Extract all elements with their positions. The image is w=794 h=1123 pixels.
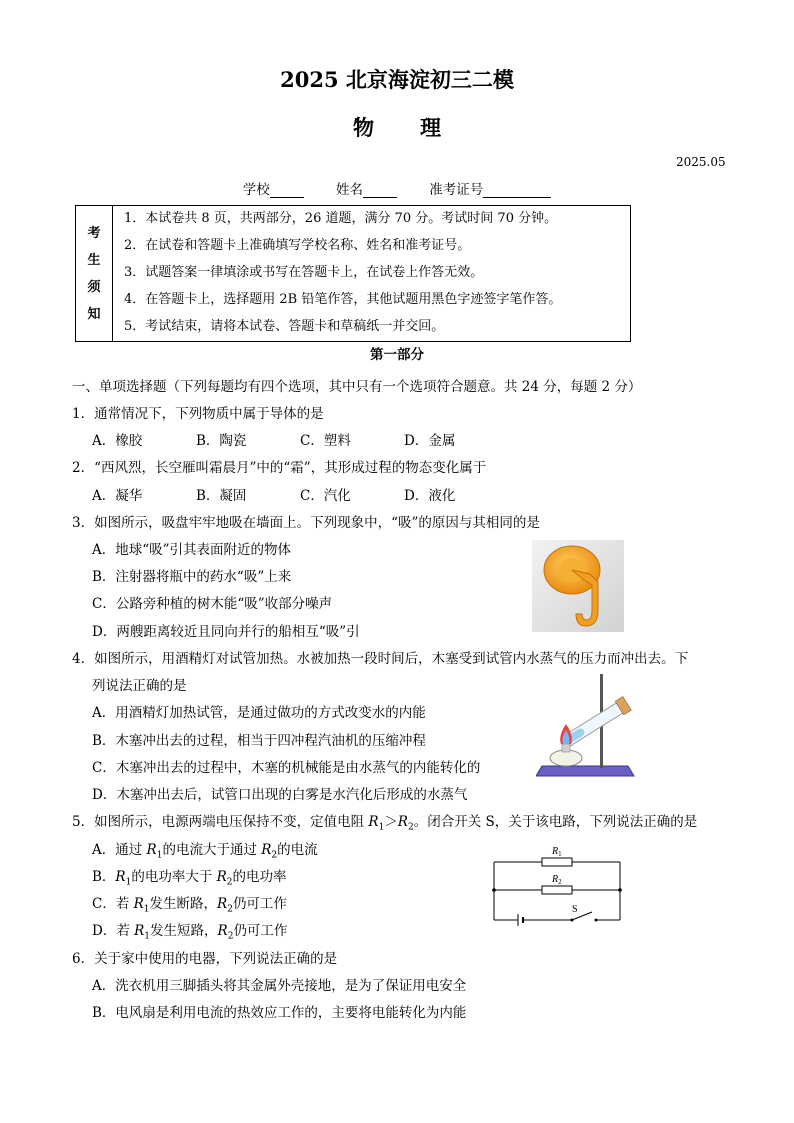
exam-title: 2025 北京海淀初三二模 — [280, 67, 514, 92]
switch-label: S — [572, 904, 578, 915]
suction-cup-hook-image — [532, 540, 624, 632]
option-a[interactable]: A．地球“吸”引其表面附近的物体 — [92, 542, 292, 558]
subject-title — [0, 112, 794, 142]
option-d[interactable]: D．若 $R_1$发生短路，$R_2$仍可工作 — [92, 923, 288, 942]
name-field[interactable]: 姓名 — [336, 178, 397, 198]
question-6-stem: 6．关于家中使用的电器，下列说法正确的是 — [72, 951, 338, 967]
question-2-options — [92, 484, 508, 504]
option-d[interactable]: D．金属 — [404, 433, 456, 449]
option-c[interactable]: C．公路旁种植的树木能“吸”收部分噪声 — [92, 596, 333, 612]
option-b[interactable]: B．$R_1$的电功率大于 $R_2$的电功率 — [92, 869, 287, 888]
option-a[interactable]: A．用酒精灯加热试管，是通过做功的方式改变水的内能 — [92, 705, 426, 721]
option-c[interactable]: C．汽化 — [300, 488, 351, 504]
option-a[interactable]: A．通过 $R_1$的电流大于通过 $R_2$的电流 — [92, 842, 318, 861]
student-info-row — [0, 178, 794, 198]
r2-label: $R_2$ — [552, 874, 562, 886]
option-c[interactable]: C．塑料 — [300, 433, 351, 449]
option-d[interactable]: D．两艘距离较近且同向并行的船相互“吸”引 — [92, 624, 360, 640]
question-4-stem: 4．如图所示，用酒精灯对试管加热。水被加热一段时间后，木塞受到试管内水蒸气的压力而冲出去。下 — [72, 651, 689, 667]
option-b[interactable]: B．电风扇是利用电流的热效应工作的，主要将电能转化为内能 — [92, 1005, 467, 1021]
option-c[interactable]: C．若 $R_1$发生断路，$R_2$仍可工作 — [92, 896, 287, 915]
option-b[interactable]: B．陶瓷 — [196, 433, 247, 449]
notice-item: 2．在试卷和答题卡上准确填写学校名称、姓名和准考证号。 — [124, 238, 471, 253]
option-b[interactable]: B．木塞冲出去的过程，相当于四冲程汽油机的压缩冲程 — [92, 733, 426, 749]
r1-label: $R_1$ — [552, 846, 562, 858]
option-b[interactable]: B．注射器将瓶中的药水“吸”上来 — [92, 569, 292, 585]
school-field[interactable]: 学校 — [243, 178, 304, 198]
exam-date: 2025.05 — [676, 155, 726, 169]
notice-items — [124, 208, 561, 343]
subject-char-1: 物 — [353, 115, 374, 140]
question-4-stem-cont: 列说法正确的是 — [92, 678, 187, 694]
exam-id-field[interactable]: 准考证号 — [429, 178, 551, 198]
option-d[interactable]: D．液化 — [404, 488, 456, 504]
test-tube-heating-image — [536, 672, 636, 784]
question-1-options — [92, 429, 508, 449]
subject-char-2: 理 — [420, 115, 441, 140]
question-2-stem: 2．“西风烈，长空雁叫霜晨月”中的“霜”，其形成过程的物态变化属于 — [72, 460, 487, 476]
notice-item: 4．在答题卡上，选择题用 2B 铅笔作答，其他试题用黑色字迹签字笔作答。 — [124, 292, 562, 307]
option-d[interactable]: D．木塞冲出去后，试管口出现的白雾是水汽化后形成的水蒸气 — [92, 787, 468, 803]
option-b[interactable]: B．凝固 — [196, 488, 247, 504]
option-a[interactable]: A．凝华 — [92, 488, 143, 504]
section-title: 一、单项选择题（下列每题均有四个选项，其中只有一个选项符合题意。共 24 分，每题 2 分） — [72, 379, 642, 395]
question-1-stem: 1．通常情况下，下列物质中属于导体的是 — [72, 406, 324, 422]
notice-item: 1．本试卷共 8 页，共两部分，26 道题，满分 70 分。考试时间 70 分钟。 — [124, 211, 558, 226]
circuit-diagram — [488, 838, 628, 930]
question-5-stem: 5．如图所示，电源两端电压保持不变，定值电阻 $R_1>R_2$。闭合开关 S，关于该电路，下列说法正确的是 — [72, 814, 698, 833]
option-a[interactable]: A．橡胶 — [92, 433, 143, 449]
candidate-notice-box — [75, 205, 631, 342]
notice-item: 3．试题答案一律填涂或书写在答题卡上，在试卷上作答无效。 — [124, 265, 484, 280]
option-a[interactable]: A．洗衣机用三脚插头将其金属外壳接地，是为了保证用电安全 — [92, 978, 467, 994]
question-3-stem: 3．如图所示，吸盘牢牢地吸在墙面上。下列现象中，“吸”的原因与其相同的是 — [72, 515, 540, 531]
part-title: 第一部分 — [370, 347, 424, 363]
notice-item: 5．考试结束，请将本试卷、答题卡和草稿纸一并交回。 — [124, 319, 445, 334]
option-c[interactable]: C．木塞冲出去的过程中，木塞的机械能是由水蒸气的内能转化的 — [92, 760, 481, 776]
notice-label: 考 生 须 知 — [76, 206, 113, 341]
